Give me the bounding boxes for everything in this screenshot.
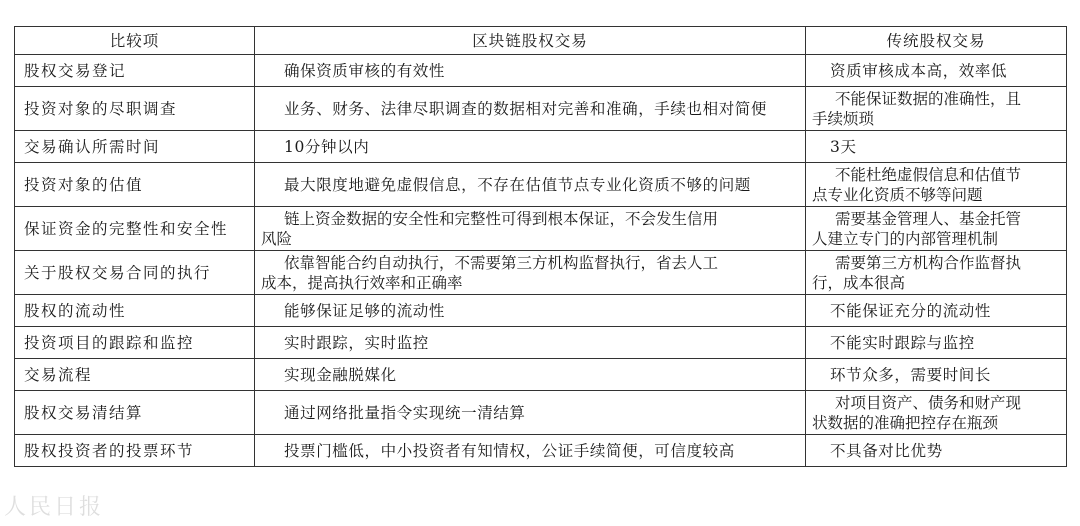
row-item: 投资对象的尽职调查: [15, 87, 255, 131]
cell-line: 不能杜绝虚假信息和估值节: [835, 165, 1022, 184]
watermark-logo: 人民日报: [4, 495, 105, 520]
row-item: 股权交易清结算: [15, 391, 255, 435]
row-blockchain: 投票门槛低，中小投资者有知情权，公证手续简便，可信度较高: [255, 435, 806, 467]
table-row: [15, 131, 1067, 163]
table-row: [15, 163, 1067, 207]
row-blockchain: 实时跟踪，实时监控: [255, 327, 806, 359]
table-row: [15, 359, 1067, 391]
table-row: [15, 87, 1067, 131]
cell-line: 手续烦琐: [812, 109, 875, 128]
cell-line: 点专业化资质不够等问题: [812, 185, 983, 204]
row-item: 关于股权交易合同的执行: [15, 251, 255, 295]
row-item: 投资项目的跟踪和监控: [15, 327, 255, 359]
cell-line: 需要基金管理人、基金托管: [835, 209, 1022, 228]
row-item: 交易流程: [15, 359, 255, 391]
table-row: [15, 207, 1067, 251]
table-row: [15, 391, 1067, 435]
row-blockchain: [255, 251, 806, 295]
table-header-row: [15, 27, 1067, 55]
cell-line: 不能保证数据的准确性，且: [835, 89, 1022, 108]
row-item: 投资对象的估值: [15, 163, 255, 207]
row-traditional: [806, 207, 1067, 251]
table-row: [15, 435, 1067, 467]
row-traditional: [806, 391, 1067, 435]
row-blockchain: 实现金融脱媒化: [255, 359, 806, 391]
cell-line: 风险: [261, 229, 293, 248]
header-item: 比较项: [15, 27, 255, 55]
row-traditional: 不具备对比优势: [806, 435, 1067, 467]
cell-line: 人建立专门的内部管理机制: [812, 229, 999, 248]
row-blockchain: 能够保证足够的流动性: [255, 295, 806, 327]
comparison-table: [14, 26, 1067, 467]
cell-line: 状数据的准确把控存在瓶颈: [812, 413, 999, 432]
table-row: [15, 251, 1067, 295]
row-traditional: [806, 251, 1067, 295]
comparison-table-container: [14, 26, 1066, 467]
row-traditional: 不能实时跟踪与监控: [806, 327, 1067, 359]
row-traditional: 环节众多，需要时间长: [806, 359, 1067, 391]
row-traditional: [806, 163, 1067, 207]
row-blockchain: [255, 207, 806, 251]
table-row: [15, 327, 1067, 359]
table-row: [15, 55, 1067, 87]
table-row: [15, 295, 1067, 327]
row-traditional: 不能保证充分的流动性: [806, 295, 1067, 327]
row-traditional: [806, 87, 1067, 131]
row-blockchain: 确保资质审核的有效性: [255, 55, 806, 87]
cell-line: 成本，提高执行效率和正确率: [261, 273, 463, 292]
row-item: 股权交易登记: [15, 55, 255, 87]
row-blockchain: 最大限度地避免虚假信息，不存在估值节点专业化资质不够的问题: [255, 163, 806, 207]
cell-line: 对项目资产、债务和财产现: [835, 393, 1022, 412]
cell-line: 依靠智能合约自动执行，不需要第三方机构监督执行，省去人工: [284, 253, 719, 272]
row-item: 股权投资者的投票环节: [15, 435, 255, 467]
row-item: 保证资金的完整性和安全性: [15, 207, 255, 251]
row-blockchain: 通过网络批量指令实现统一清结算: [255, 391, 806, 435]
row-blockchain: 业务、财务、法律尽职调查的数据相对完善和准确，手续也相对简便: [255, 87, 806, 131]
row-traditional: 资质审核成本高，效率低: [806, 55, 1067, 87]
row-item: 股权的流动性: [15, 295, 255, 327]
header-blockchain: 区块链股权交易: [255, 27, 806, 55]
cell-line: 行，成本很高: [812, 273, 906, 292]
cell-line: 需要第三方机构合作监督执: [835, 253, 1022, 272]
row-traditional: 3天: [806, 131, 1067, 163]
row-item: 交易确认所需时间: [15, 131, 255, 163]
cell-line: 链上资金数据的安全性和完整性可得到根本保证，不会发生信用: [284, 209, 719, 228]
header-traditional: 传统股权交易: [806, 27, 1067, 55]
row-blockchain: 10分钟以内: [255, 131, 806, 163]
